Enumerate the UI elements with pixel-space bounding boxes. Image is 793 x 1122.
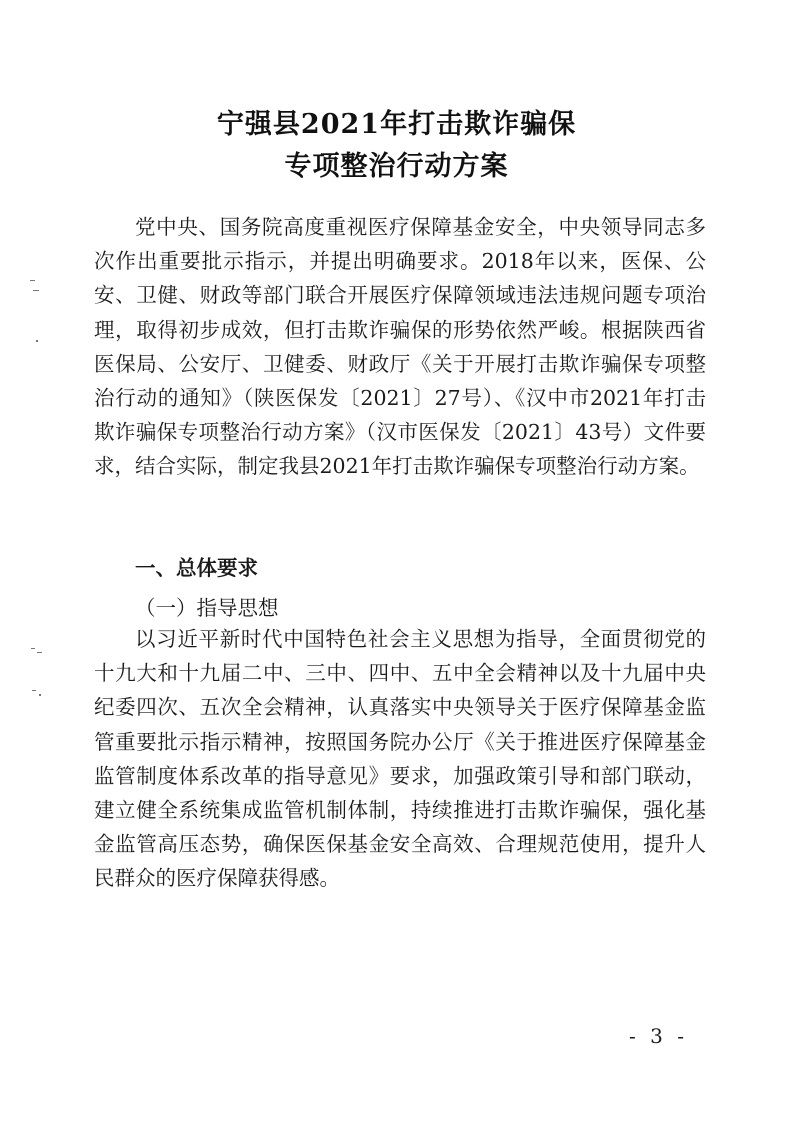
page-number: - 3 -: [629, 1024, 688, 1048]
scan-artifact: [31, 648, 35, 649]
intro-paragraph-block: [94, 210, 706, 484]
document-title-line1: 宁强县2021年打击欺诈骗保: [216, 109, 577, 140]
scan-artifact: [30, 280, 35, 281]
guiding-paragraph: 以习近平新时代中国特色社会主义思想为指导，全面贯彻党的十九大和十九届二中、三中、四中、五中全会精神以及十九届中央纪委四次、五次全会精神，认真落实中央领导关于医疗保障基金监管重要批示指示精神，按照国务院办公厅《关于推进医疗保障基金监管制度体系改革的指导意见》要求，加强政策引导和部门联动，建立健全系统集成监管机制体制，持续推进打击欺诈骗保，强化基金监管高压态势，确保医保基金安全高效、合理规范使用，提升人民群众的医疗保障获得感。: [94, 627, 706, 891]
scan-artifact: [37, 652, 42, 653]
scan-artifact: [32, 690, 36, 691]
section-heading-general-requirements: 一、总体要求: [135, 556, 258, 580]
scan-artifact: [39, 694, 41, 696]
intro-paragraph: 党中央、国务院高度重视医疗保障基金安全，中央领导同志多次作出重要批示指示，并提出明确要求。2018年以来，医保、公安、卫健、财政等部门联合开展医疗保障领域违法违规问题专项治理，取得初步成效，但打击欺诈骗保的形势依然严峻。根据陕西省医保局、公安厅、卫健委、财政厅《关于开展打击欺诈骗保专项整治行动的通知》（陕医保发〔2021〕27号）、《汉中市2021年打击欺诈骗保专项整治行动方案》（汉市医保发〔2021〕43号）文件要求，结合实际，制定我县2021年打击欺诈骗保专项整治行动方案。: [94, 215, 706, 479]
scan-artifact: [33, 290, 39, 291]
scan-artifact: [36, 340, 38, 342]
guiding-paragraph-block: [94, 622, 706, 896]
document-title-line2: 专项整治行动方案: [284, 151, 509, 182]
subsection-heading-guiding-ideology: （一）指导思想: [135, 596, 279, 620]
